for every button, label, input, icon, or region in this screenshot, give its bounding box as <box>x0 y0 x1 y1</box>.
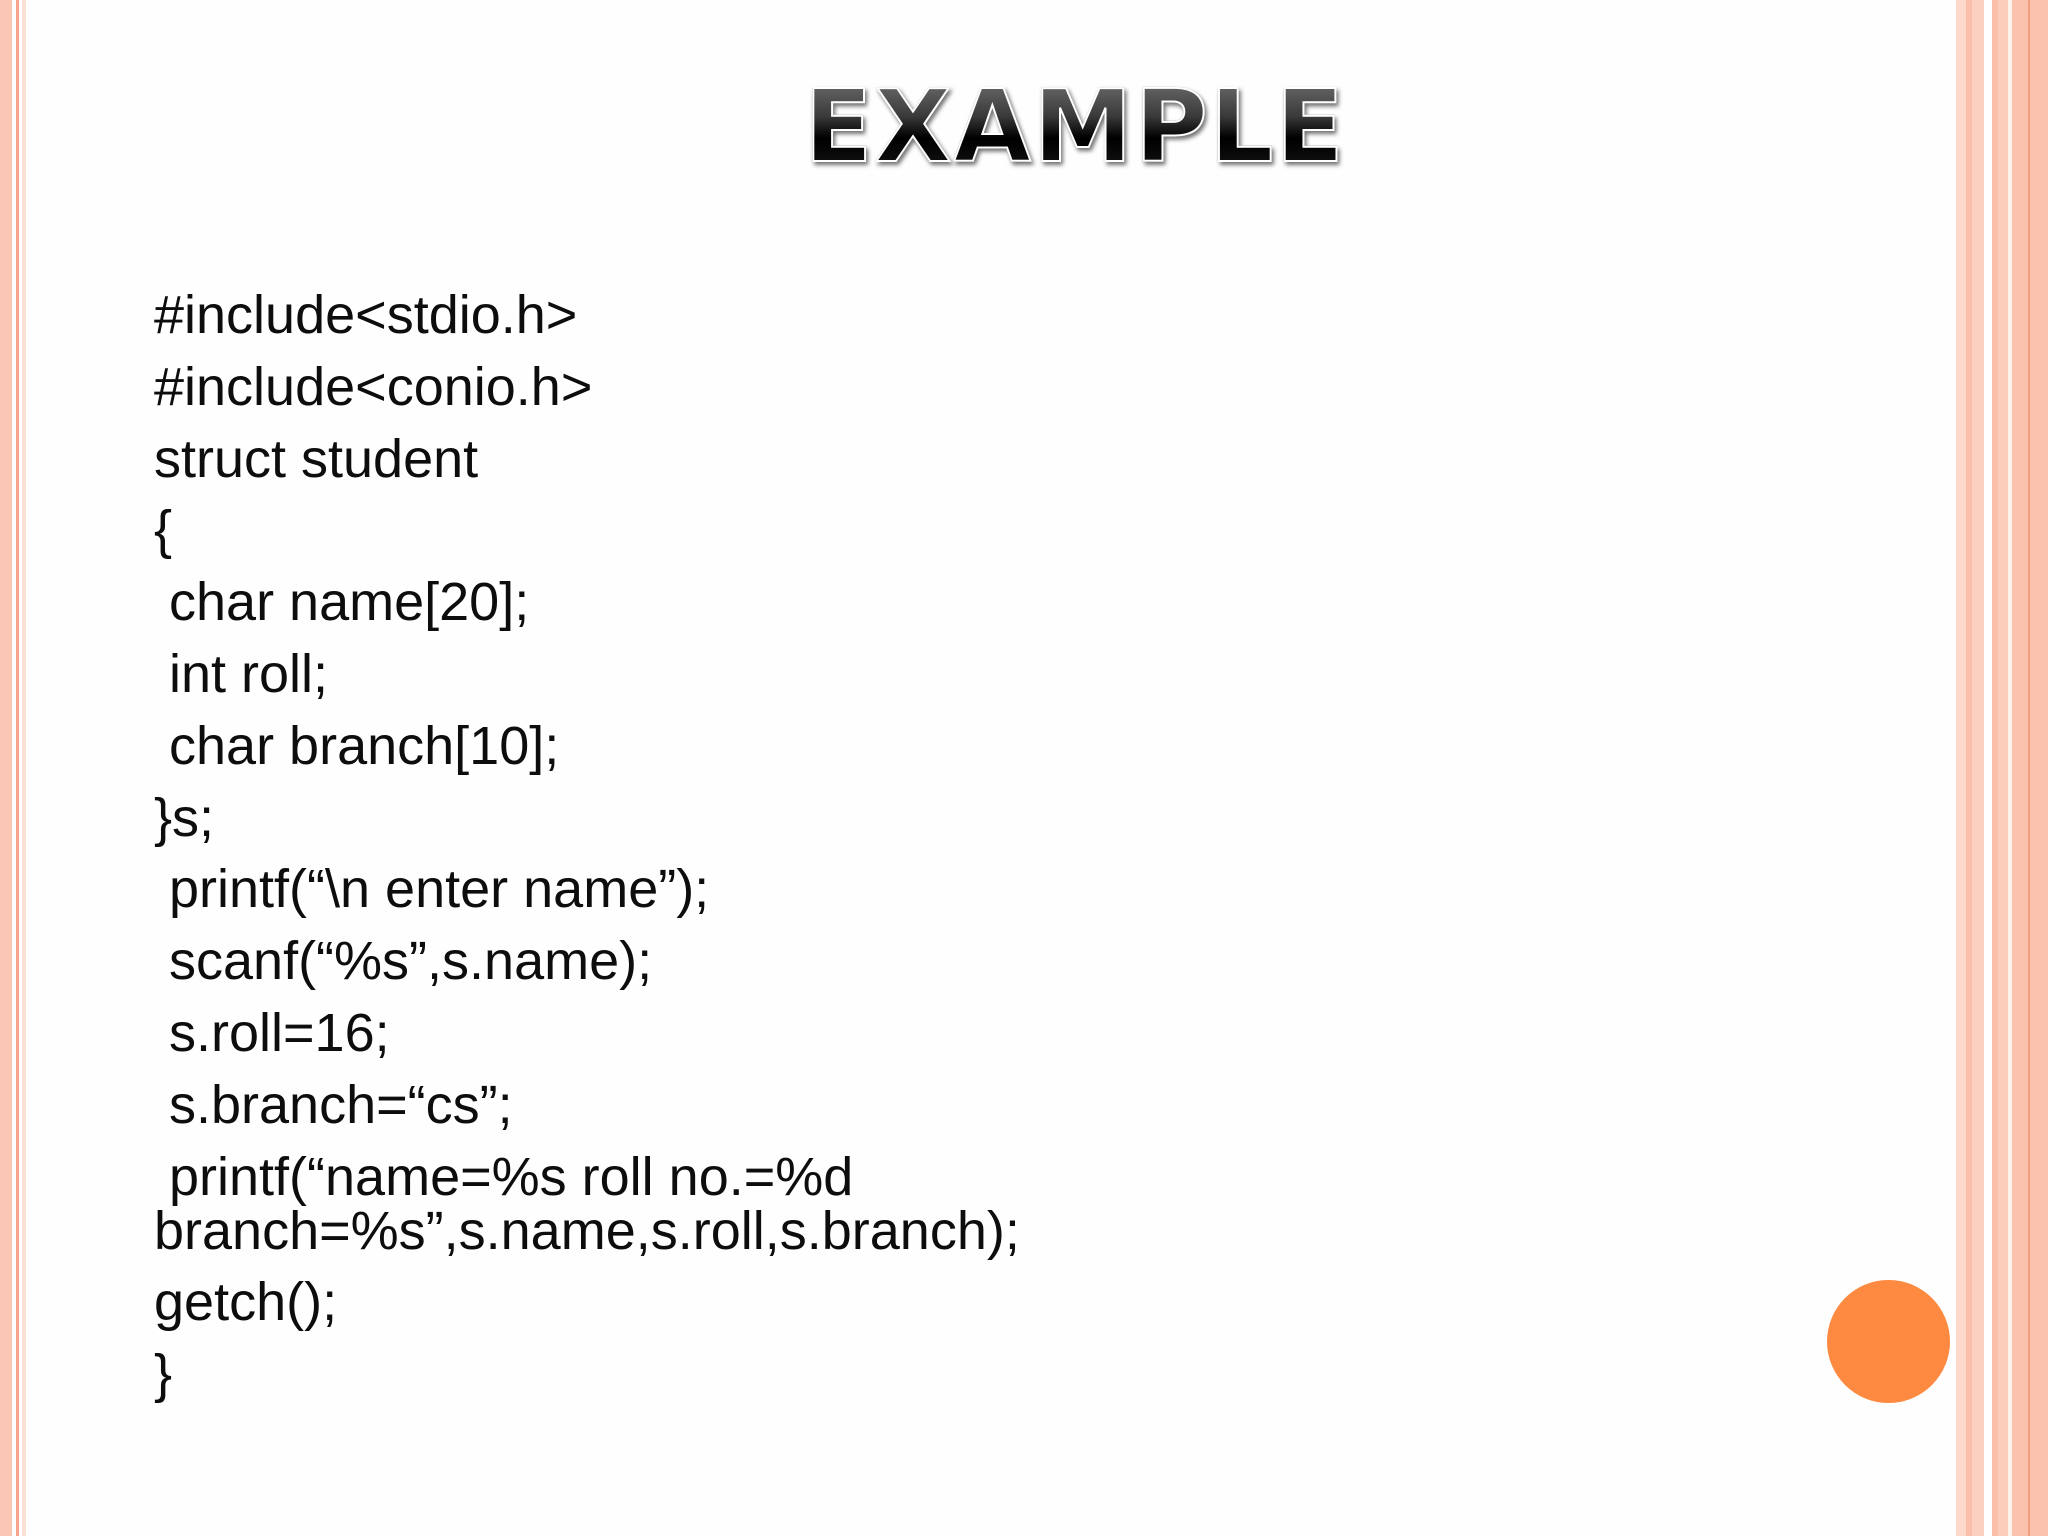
code-line: #include<stdio.h> <box>154 285 578 345</box>
right-border-stripe <box>1956 0 1966 1536</box>
code-line: branch=%s”,s.name,s.roll,s.branch); <box>154 1200 1020 1261</box>
code-line: int roll; <box>154 643 329 704</box>
orange-circle-decoration <box>1827 1280 1950 1403</box>
slide-title: EXAMPLE <box>0 72 2048 182</box>
code-line: } <box>154 1344 173 1405</box>
code-line: printf(“name=%s roll no.=%d <box>154 1146 854 1207</box>
code-line: }s; <box>154 787 215 848</box>
code-line: scanf(“%s”,s.name); <box>154 931 653 992</box>
code-line: char branch[10]; <box>154 715 560 776</box>
left-border-line <box>16 0 19 1536</box>
left-border <box>0 0 12 1536</box>
right-border-stripe <box>2012 0 2048 1536</box>
code-line: #include<conio.h> <box>154 356 593 417</box>
code-line: { <box>154 500 173 561</box>
left-border-inner <box>22 0 26 1536</box>
code-line: struct student <box>154 428 479 489</box>
right-border-line <box>2028 0 2030 1536</box>
code-line: char name[20]; <box>154 572 530 633</box>
right-border-stripe <box>1998 0 2008 1536</box>
code-line: s.branch=“cs”; <box>154 1074 513 1135</box>
right-border-stripe <box>1984 0 1992 1536</box>
right-border-stripe <box>1972 0 1984 1536</box>
code-line: s.roll=16; <box>154 1002 390 1063</box>
code-line: printf(“\n enter name”); <box>154 859 710 920</box>
code-line: getch(); <box>154 1272 338 1333</box>
code-block <box>154 284 1020 1415</box>
